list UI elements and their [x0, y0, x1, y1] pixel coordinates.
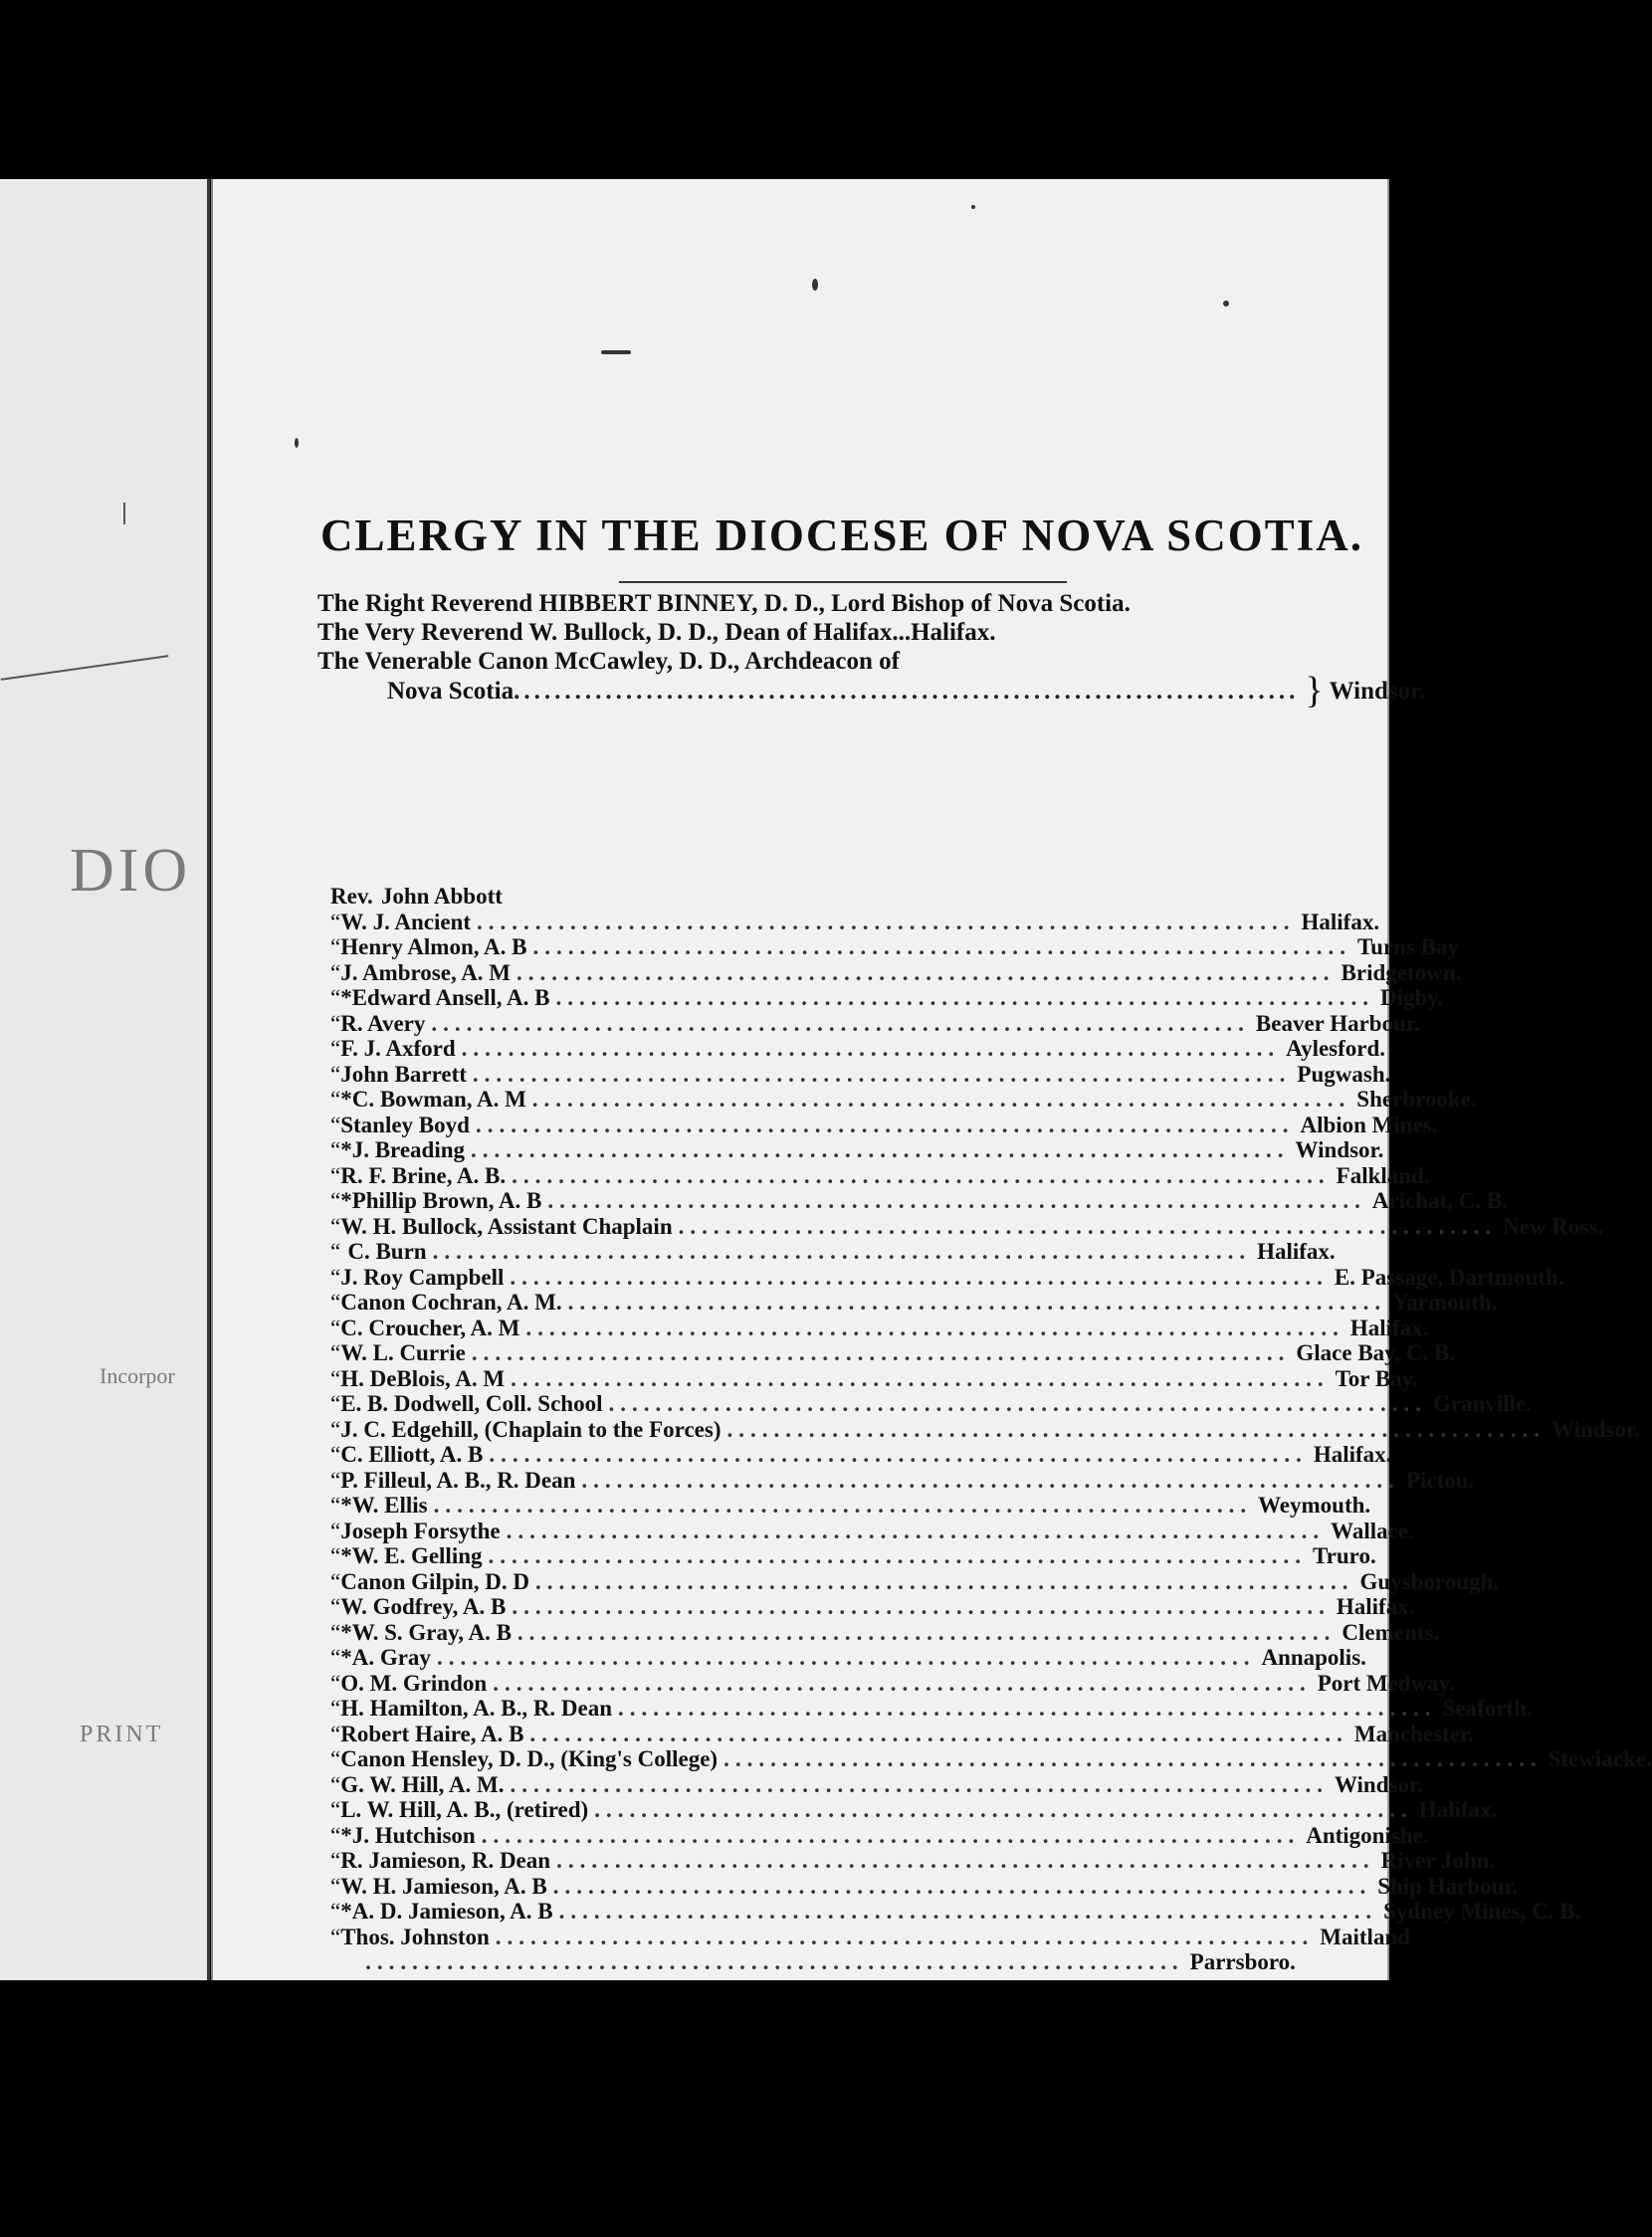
clergy-row [330, 1746, 1652, 1772]
ditto-mark: “ [330, 1696, 341, 1721]
ditto-mark: “ [330, 1213, 341, 1239]
clergy-place: Yarmouth. [1392, 1290, 1498, 1315]
leader-dots: ...................................................................... [516, 1619, 1337, 1645]
clergy-place: Sydney Mines, C. B. [1383, 1899, 1581, 1924]
clergy-place: Annapolis. [1261, 1645, 1366, 1670]
clergy-place: Aylesford. [1286, 1036, 1386, 1061]
clergy-row [330, 1645, 1366, 1671]
clergy-name: *Edward Ansell, A. B [340, 985, 550, 1010]
clergy-name: G. W. Hill, A. M. [340, 1771, 505, 1797]
clergy-row [330, 1543, 1376, 1569]
clergy-name: *W. E. Gelling [340, 1543, 483, 1568]
clergy-place: Windsor. [1334, 1771, 1423, 1797]
clergy-place: Stewiacke. [1548, 1746, 1652, 1771]
leader-dots: ...................................................................... [512, 1594, 1331, 1619]
left-page [0, 179, 210, 1980]
clergy-place: Halifax. [1349, 1315, 1429, 1340]
clergy-row [330, 1594, 1415, 1620]
clergy-name: C. Elliott, A. B [340, 1442, 484, 1467]
ditto-mark: “ [330, 1670, 341, 1696]
clergy-name: Robert Haire, A. B [340, 1721, 524, 1746]
clergy-place: Maitland [1320, 1924, 1411, 1949]
leader-dots: ...................................................................... [567, 1290, 1387, 1315]
leader-dots: ...................................................................... [365, 1949, 1184, 1974]
clergy-place: Glace Bay, C. B. [1296, 1340, 1456, 1365]
clergy-row [330, 1442, 1392, 1468]
leader-dots: ...................................................................... [726, 1416, 1546, 1442]
clergy-place: Port Medway. [1317, 1670, 1455, 1696]
leader-dots: ...................................................................... [488, 1543, 1308, 1568]
clergy-row [330, 1188, 1508, 1214]
leader-dots: ...................................................................... [525, 1315, 1344, 1340]
leader-dots: ...................................................................... [436, 1645, 1256, 1670]
ditto-mark: “ [330, 1162, 341, 1188]
archdeacon-line: The Venerable Canon McCawley, D. D., Archdeacon of [317, 648, 900, 675]
ditto-mark: “ [330, 1239, 341, 1264]
clergy-place: Digby. [1379, 985, 1444, 1010]
clergy-name: *A. D. Jamieson, A. B [340, 1899, 553, 1924]
leader-dots: ...................................................................... [529, 1721, 1348, 1746]
ditto-mark: “ [330, 1416, 341, 1442]
ditto-mark: “ [330, 934, 341, 959]
ditto-mark: “ [330, 1848, 341, 1873]
ditto-mark: “ [330, 1087, 341, 1112]
clergy-place: Pugwash. [1297, 1061, 1391, 1087]
brace: } [1305, 670, 1324, 712]
ditto-mark: “ [330, 1010, 341, 1036]
left-page-fragment: Incorpor [100, 1363, 175, 1388]
clergy-row [330, 1771, 1423, 1798]
clergy-place: Albion Mines. [1300, 1112, 1438, 1137]
clergy-place: Wallace. [1331, 1518, 1414, 1543]
leader-dots: ...................................................................... [472, 1061, 1292, 1087]
ditto-mark: “ [330, 1188, 341, 1213]
clergy-name: W. Godfrey, A. B [340, 1594, 507, 1619]
leader-dots: ...................................................................... [678, 1213, 1498, 1239]
clergy-place: Truro. [1313, 1543, 1376, 1568]
clergy-row [330, 1061, 1391, 1088]
leader-dots: ...................................................................... [558, 1899, 1378, 1924]
leader-dots: ...................................................................... [512, 1162, 1331, 1188]
clergy-place: River John. [1380, 1848, 1496, 1873]
leader-dots: ...................................................................... [556, 1848, 1375, 1873]
clergy-name: J. Roy Campbell [340, 1264, 505, 1290]
clergy-name: O. M. Grindon [340, 1670, 488, 1696]
clergy-place: Halifax. [1313, 1442, 1392, 1467]
clergy-name: *J. Hutchison [340, 1822, 476, 1848]
clergy-row [330, 1721, 1474, 1747]
clergy-row [330, 1899, 1581, 1925]
ditto-mark: Rev. [330, 884, 373, 909]
clergy-place: Parrsboro. [1189, 1949, 1296, 1974]
clergy-row [330, 1873, 1519, 1900]
ditto-mark: “ [330, 1771, 341, 1797]
clergy-place: Sherbrooke. [1356, 1087, 1477, 1112]
clergy-place: Guysborough. [1359, 1568, 1500, 1594]
clergy-row [330, 1416, 1640, 1443]
clergy-place: Falkland. [1336, 1162, 1430, 1188]
ditto-mark: “ [330, 1543, 341, 1568]
ditto-mark: “ [330, 1315, 341, 1340]
clergy-name: Thos. Johnston [340, 1924, 490, 1949]
hierarchy-block [317, 589, 1426, 712]
leader-dots: ...................................................................... [433, 1493, 1253, 1518]
clergy-row [330, 1467, 1475, 1494]
bishop-line: The Right Reverend HIBBERT BINNEY, D. D., Lord Bishop of Nova Scotia. [317, 590, 1131, 617]
leader-dots: ...................................................................... [471, 1137, 1290, 1162]
ditto-mark: “ [330, 909, 341, 934]
clergy-name: Joseph Forsythe [340, 1518, 501, 1543]
clergy-row [330, 1213, 1604, 1240]
ditto-mark: “ [330, 1746, 341, 1771]
ditto-mark: “ [330, 1873, 341, 1899]
clergy-row [330, 909, 1380, 935]
ditto-mark: “ [330, 1797, 341, 1822]
leader-dots: ...................................................................... [481, 1822, 1301, 1848]
clergy-row [330, 1797, 1498, 1823]
clergy-name: W. L. Currie [340, 1340, 466, 1365]
clergy-row [330, 1290, 1498, 1316]
clergy-row [330, 1518, 1414, 1544]
clergy-row [330, 1696, 1533, 1722]
ditto-mark: “ [330, 1899, 341, 1924]
ditto-mark: “ [330, 1467, 341, 1493]
clergy-name: John Abbott [380, 884, 503, 909]
clergy-place: Bridgetown. [1341, 959, 1462, 985]
clergy-place: Turns Bay [1356, 934, 1459, 959]
clergy-row [330, 1162, 1430, 1189]
clergy-name: W. H. Bullock, Assistant Chaplain [340, 1213, 673, 1239]
clergy-place: Halifax. [1301, 909, 1380, 934]
archdeacon-place: Windsor. [1329, 678, 1426, 705]
archdeacon-continuation [317, 670, 1426, 712]
clergy-row [330, 1315, 1429, 1341]
clergy-place: New Ross. [1503, 1213, 1604, 1239]
ditto-mark: “ [330, 1442, 341, 1467]
clergy-place: Weymouth. [1258, 1493, 1371, 1518]
clergy-row [330, 1822, 1429, 1849]
clergy-name: Canon Hensley, D. D., (King's College) [340, 1746, 719, 1771]
ditto-mark: “ [330, 1568, 341, 1594]
ditto-mark: “ [330, 1721, 341, 1746]
leader-dots: ............................................................................. [514, 678, 1300, 705]
clergy-name: H. Hamilton, A. B., R. Dean [340, 1696, 613, 1721]
clergy-name: Henry Almon, A. B [340, 934, 527, 959]
clergy-name: J. Ambrose, A. M [340, 959, 512, 985]
ditto-mark: “ [330, 1290, 341, 1315]
clergy-row [330, 1619, 1440, 1646]
clergy-place: Halifax. [1418, 1797, 1498, 1822]
clergy-row [330, 1239, 1355, 1265]
clergy-name: F. J. Axford [340, 1036, 456, 1061]
leader-dots: ...................................................................... [506, 1518, 1326, 1543]
clergy-name: *A. Gray [340, 1645, 431, 1670]
clergy-row [330, 985, 1444, 1011]
clergy-row [330, 1365, 1418, 1392]
leader-dots: ...................................................................... [489, 1442, 1308, 1467]
clergy-place: Clements. [1342, 1619, 1440, 1645]
ditto-mark: “ [330, 959, 341, 985]
leader-dots: ...................................................................... [432, 1239, 1252, 1264]
clergy-name: R. Avery [340, 1010, 426, 1036]
dean-line: The Very Reverend W. Bullock, D. D., Dean of Halifax...Halifax. [317, 619, 996, 646]
clergy-name: P. Filleul, A. B., R. Dean [340, 1467, 576, 1493]
archdeacon-see: Nova Scotia [387, 678, 515, 705]
ditto-mark: “ [330, 1645, 341, 1670]
clergy-name: W. H. Jamieson, A. B [340, 1873, 547, 1899]
leader-dots: ...................................................................... [618, 1696, 1437, 1721]
leader-dots: ...................................................................... [532, 934, 1351, 959]
clergy-place: Ship Harbour. [1377, 1873, 1519, 1899]
leader-dots: ...................................................................... [531, 1087, 1351, 1112]
page-title: CLERGY IN THE DIOCESE OF NOVA SCOTIA. [320, 510, 1363, 560]
ditto-mark: “ [330, 1822, 341, 1848]
clergy-name: E. B. Dodwell, Coll. School [340, 1391, 603, 1416]
clergy-row [330, 1010, 1420, 1037]
clergy-row [330, 959, 1462, 986]
clergy-name: John Barrett [340, 1061, 467, 1087]
leader-dots: ...................................................................... [493, 1670, 1312, 1696]
leader-dots: ...................................................................... [547, 1188, 1366, 1213]
ditto-mark: “ [330, 1112, 341, 1137]
clergy-name: C. Burn [347, 1239, 427, 1264]
left-page-fragment: PRINT [80, 1722, 164, 1747]
clergy-name: *C. Bowman, A. M [340, 1087, 526, 1112]
clergy-row [330, 1949, 1355, 1975]
title-rule [619, 581, 1067, 583]
leader-dots: ...................................................................... [581, 1467, 1400, 1493]
document-page [211, 179, 1652, 1980]
clergy-row [330, 934, 1459, 960]
clergy-row [330, 1264, 1564, 1291]
leader-dots: ...................................................................... [510, 1771, 1329, 1797]
leader-dots: ...................................................................... [594, 1797, 1413, 1822]
clergy-row [330, 1112, 1438, 1138]
clergy-place: Granville. [1432, 1391, 1533, 1416]
ditto-mark: “ [330, 1924, 341, 1949]
clergy-place: Halifax. [1336, 1594, 1415, 1619]
clergy-name: R. Jamieson, R. Dean [340, 1848, 551, 1873]
left-page-fragment: DIO [70, 837, 192, 905]
clergy-place: Windsor. [1295, 1137, 1384, 1162]
clergy-row [330, 1568, 1500, 1595]
clergy-name: W. J. Ancient [340, 909, 471, 934]
leader-dots: ...................................................................... [475, 1112, 1295, 1137]
clergy-place: Seaforth. [1442, 1696, 1533, 1721]
leader-dots: ...................................................................... [510, 1264, 1329, 1290]
clergy-row [330, 1036, 1386, 1062]
clergy-place: Halifax. [1257, 1239, 1336, 1264]
clergy-row [330, 1670, 1455, 1697]
ditto-mark: “ [330, 1594, 341, 1619]
clergy-row [330, 1087, 1477, 1113]
clergy-name: H. DeBlois, A. M [340, 1365, 506, 1391]
leader-dots: ...................................................................... [431, 1010, 1250, 1036]
clergy-name: Canon Cochran, A. M. [340, 1290, 562, 1315]
ditto-mark: “ [330, 1391, 341, 1416]
clergy-row [330, 1924, 1411, 1950]
clergy-row [330, 1493, 1371, 1519]
leader-dots: ...................................................................... [495, 1924, 1315, 1949]
clergy-place: Pictou. [1405, 1467, 1475, 1493]
ditto-mark: “ [330, 1137, 341, 1162]
clergy-place: Arichat, C. B. [1371, 1188, 1508, 1213]
clergy-name: *W. Ellis [340, 1493, 428, 1518]
ditto-mark: “ [330, 1264, 341, 1290]
clergy-place: Windsor. [1551, 1416, 1640, 1442]
leader-dots: ...................................................................... [555, 985, 1374, 1010]
clergy-place: E. Passage, Dartmouth. [1334, 1264, 1564, 1290]
clergy-row [330, 1848, 1496, 1874]
leader-dots: ...................................................................... [723, 1746, 1543, 1771]
ditto-mark: “ [330, 1619, 341, 1645]
leader-dots: ...................................................................... [552, 1873, 1372, 1899]
leader-dots: ...................................................................... [535, 1568, 1354, 1594]
leader-dots: ...................................................................... [516, 959, 1336, 985]
leader-dots: ...................................................................... [511, 1365, 1330, 1391]
ditto-mark: “ [330, 1493, 341, 1518]
clergy-name: R. F. Brine, A. B. [340, 1162, 507, 1188]
ditto-mark: “ [330, 1365, 341, 1391]
leader-dots: ...................................................................... [608, 1391, 1427, 1416]
clergy-place: Manchester. [1353, 1721, 1474, 1746]
clergy-name: *J. Breading [340, 1137, 466, 1162]
ditto-mark: “ [330, 1518, 341, 1543]
leader-dots: ...................................................................... [471, 1340, 1291, 1365]
clergy-place: Antigonishe. [1306, 1822, 1429, 1848]
clergy-list [330, 884, 1652, 1975]
clergy-place: Tor Bay. [1335, 1365, 1418, 1391]
leader-dots: ...................................................................... [477, 909, 1296, 934]
clergy-row [330, 1391, 1533, 1417]
ditto-mark: “ [330, 1061, 341, 1087]
clergy-name: *Phillip Brown, A. B [340, 1188, 542, 1213]
ditto-mark: “ [330, 1340, 341, 1365]
clergy-name: C. Croucher, A. M [340, 1315, 520, 1340]
ditto-mark: “ [330, 1036, 341, 1061]
leader-dots: ...................................................................... [461, 1036, 1281, 1061]
clergy-name: L. W. Hill, A. B., (retired) [340, 1797, 589, 1822]
clergy-row [330, 1340, 1456, 1366]
clergy-name: J. C. Edgehill, (Chaplain to the Forces) [340, 1416, 722, 1442]
clergy-row [330, 884, 1355, 910]
clergy-name: Stanley Boyd [340, 1112, 470, 1137]
clergy-name: Canon Gilpin, D. D [340, 1568, 530, 1594]
clergy-name: *W. S. Gray, A. B [340, 1619, 512, 1645]
clergy-row [330, 1137, 1384, 1163]
clergy-place: Beaver Harbour. [1255, 1010, 1420, 1036]
ditto-mark: “ [330, 985, 341, 1010]
